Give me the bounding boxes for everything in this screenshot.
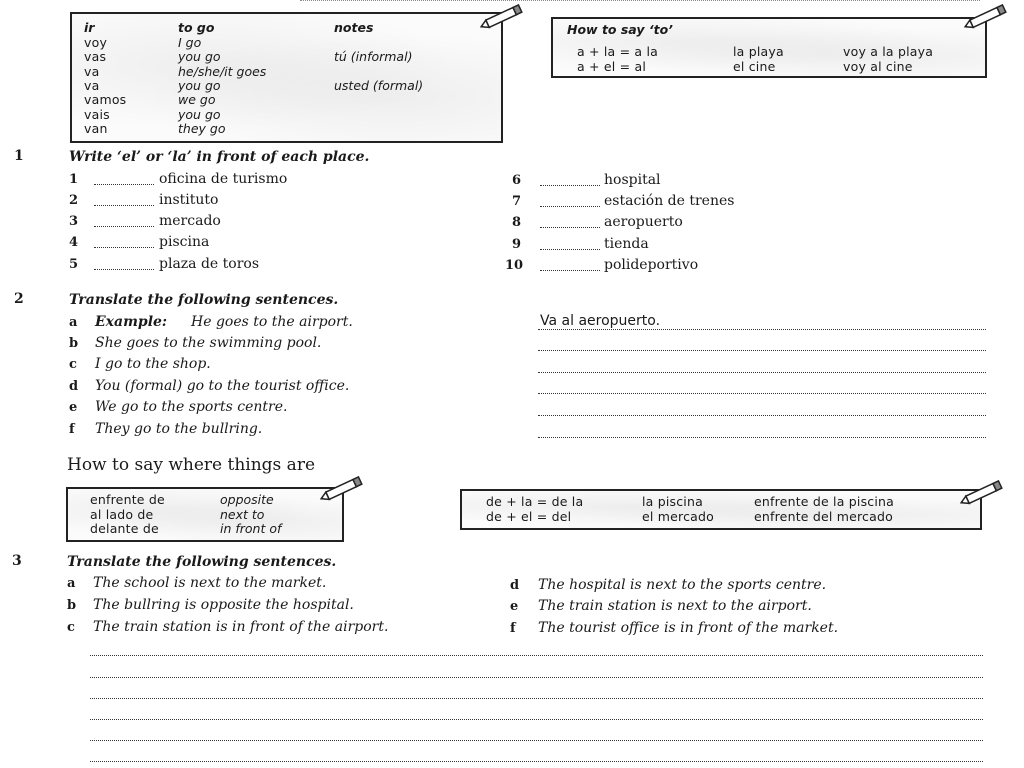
exercise-3-item-letter: e [510, 599, 519, 614]
exercise-1-item-text: mercado [159, 213, 221, 229]
answer-blank[interactable] [94, 205, 154, 206]
exercise-1-item-text: piscina [159, 234, 210, 250]
pencil-icon [318, 476, 366, 502]
exercise-3-item-text: The bullring is opposite the hospital. [93, 597, 354, 613]
exercise-3-item-text: The school is next to the market. [93, 575, 327, 591]
exercise-2-instruction: Translate the following sentences. [69, 292, 339, 308]
top-dotted-rule [300, 0, 980, 1]
to-rule-box [551, 17, 987, 78]
exercise-2-item-text: She goes to the swimming pool. [95, 335, 322, 351]
verb-meaning: they go [178, 121, 226, 136]
exercise-3-item-text: The train station is in front of the airport. [93, 619, 389, 635]
spanish-preposition: delante de [90, 521, 159, 536]
answer-line[interactable] [538, 437, 986, 438]
exercise-2-number: 2 [14, 291, 24, 307]
exercise-2-item-text: You (formal) go to the tourist office. [95, 378, 350, 394]
de-rule-box [460, 489, 982, 530]
where-heading: How to say where things are [67, 455, 316, 475]
answer-blank[interactable] [540, 206, 600, 207]
exercise-2-item-letter: a [69, 315, 78, 330]
exercise-2-item-text: He goes to the airport. [191, 314, 353, 330]
verb-form: vamos [84, 92, 127, 107]
exercise-1-item-number: 7 [512, 194, 522, 209]
exercise-1-item-number: 2 [69, 193, 79, 208]
answer-line[interactable] [90, 698, 983, 699]
answer-line[interactable] [538, 415, 986, 416]
exercise-3-item-letter: d [510, 578, 520, 593]
exercise-1-item-text: aeropuerto [604, 214, 683, 230]
answer-line[interactable] [538, 372, 986, 373]
exercise-3-item-letter: f [510, 621, 516, 636]
pencil-icon [478, 4, 526, 30]
exercise-2-item-text: They go to the bullring. [95, 421, 263, 437]
verb-form: van [84, 121, 108, 136]
exercise-1-item-text: hospital [604, 172, 661, 188]
answer-blank[interactable] [540, 227, 600, 228]
english-preposition: opposite [220, 492, 274, 507]
verb-note: usted (formal) [334, 78, 424, 93]
verb-meaning: I go [178, 35, 202, 50]
to-rule-formula: a + el = al [577, 59, 646, 74]
exercise-1-item-number: 5 [69, 257, 79, 272]
exercise-3-item-letter: b [67, 598, 77, 613]
where-box [66, 487, 344, 542]
verb-meaning: you go [178, 78, 221, 93]
answer-blank[interactable] [94, 269, 154, 270]
to-rule-example: voy al cine [843, 59, 913, 74]
verb-table-header-notes: notes [334, 20, 374, 35]
verb-table-header-to-go: to go [178, 20, 215, 35]
pencil-icon [958, 480, 1006, 506]
verb-table-header-ir: ir [84, 20, 95, 35]
exercise-1-item-text: instituto [159, 192, 219, 208]
answer-line[interactable] [90, 740, 983, 741]
to-rule-example: voy a la playa [843, 44, 934, 59]
answer-blank[interactable] [540, 249, 600, 250]
de-rule-example: enfrente de la piscina [754, 494, 895, 509]
de-rule-formula: de + el = del [486, 509, 572, 524]
de-rule-formula: de + la = de la [486, 494, 584, 509]
verb-form: vas [84, 49, 107, 64]
exercise-1-item-number: 6 [512, 173, 522, 188]
exercise-1-item-text: plaza de toros [159, 256, 260, 272]
exercise-2-item-text: I go to the shop. [95, 356, 211, 372]
answer-blank[interactable] [94, 247, 154, 248]
exercise-2-item-letter: f [69, 422, 75, 437]
exercise-2-item-text: We go to the sports centre. [95, 399, 288, 415]
exercise-3-item-letter: a [67, 576, 76, 591]
exercise-2-item-letter: c [69, 357, 77, 372]
exercise-1-item-text: tienda [604, 236, 649, 252]
exercise-1-item-number: 3 [69, 214, 79, 229]
exercise-1-item-text: estación de trenes [604, 193, 735, 209]
answer-blank[interactable] [94, 184, 154, 185]
spanish-preposition: al lado de [90, 507, 154, 522]
exercise-1-item-text: oficina de turismo [159, 171, 288, 187]
exercise-3-number: 3 [12, 553, 22, 569]
exercise-3-item-text: The tourist office is in front of the market. [538, 620, 839, 636]
exercise-1-item-number: 1 [69, 172, 79, 187]
to-rule-formula: a + la = a la [577, 44, 658, 59]
answer-line[interactable] [538, 329, 986, 330]
de-rule-noun: la piscina [642, 494, 703, 509]
verb-meaning: he/she/it goes [178, 64, 267, 79]
answer-line[interactable] [538, 393, 986, 394]
exercise-3-item-letter: c [67, 620, 75, 635]
english-preposition: in front of [220, 521, 282, 536]
answer-line[interactable] [90, 719, 983, 720]
exercise-1-item-number: 4 [69, 235, 79, 250]
exercise-1-item-number: 9 [512, 237, 522, 252]
answer-line[interactable] [538, 350, 986, 351]
exercise-2-item-letter: d [69, 379, 79, 394]
pencil-icon [962, 4, 1010, 30]
verb-meaning: we go [178, 92, 216, 107]
exercise-1-number: 1 [14, 148, 24, 164]
verb-meaning: you go [178, 107, 221, 122]
exercise-1-item-number: 8 [512, 215, 522, 230]
verb-form: vais [84, 107, 110, 122]
to-rule-noun: la playa [733, 44, 784, 59]
spanish-preposition: enfrente de [90, 492, 165, 507]
exercise-2-item-letter: e [69, 400, 78, 415]
verb-table-box [70, 12, 503, 143]
answer-line[interactable] [90, 677, 983, 678]
answer-line[interactable] [90, 761, 983, 762]
verb-note: tú (informal) [334, 49, 413, 64]
exercise-2-item-letter: b [69, 336, 79, 351]
verb-form: va [84, 64, 100, 79]
answer-blank[interactable] [540, 185, 600, 186]
answer-blank[interactable] [540, 270, 600, 271]
answer-line[interactable] [90, 655, 983, 656]
exercise-3-item-text: The train station is next to the airport. [538, 598, 812, 614]
de-rule-example: enfrente del mercado [754, 509, 893, 524]
exercise-1-instruction: Write ‘el’ or ‘la’ in front of each place. [69, 149, 370, 165]
exercise-3-item-text: The hospital is next to the sports centre. [538, 577, 827, 593]
answer-blank[interactable] [94, 226, 154, 227]
example-answer: Va al aeropuerto. [540, 313, 661, 329]
de-rule-noun: el mercado [642, 509, 714, 524]
verb-meaning: you go [178, 49, 221, 64]
to-rule-title: How to say ‘to’ [567, 22, 673, 37]
exercise-3-instruction: Translate the following sentences. [67, 554, 337, 570]
verb-form: voy [84, 35, 108, 50]
to-rule-noun: el cine [733, 59, 776, 74]
verb-form: va [84, 78, 100, 93]
exercise-1-item-text: polideportivo [604, 257, 699, 273]
exercise-1-item-number: 10 [505, 258, 524, 273]
english-preposition: next to [220, 507, 265, 522]
example-label: Example: [95, 314, 168, 330]
